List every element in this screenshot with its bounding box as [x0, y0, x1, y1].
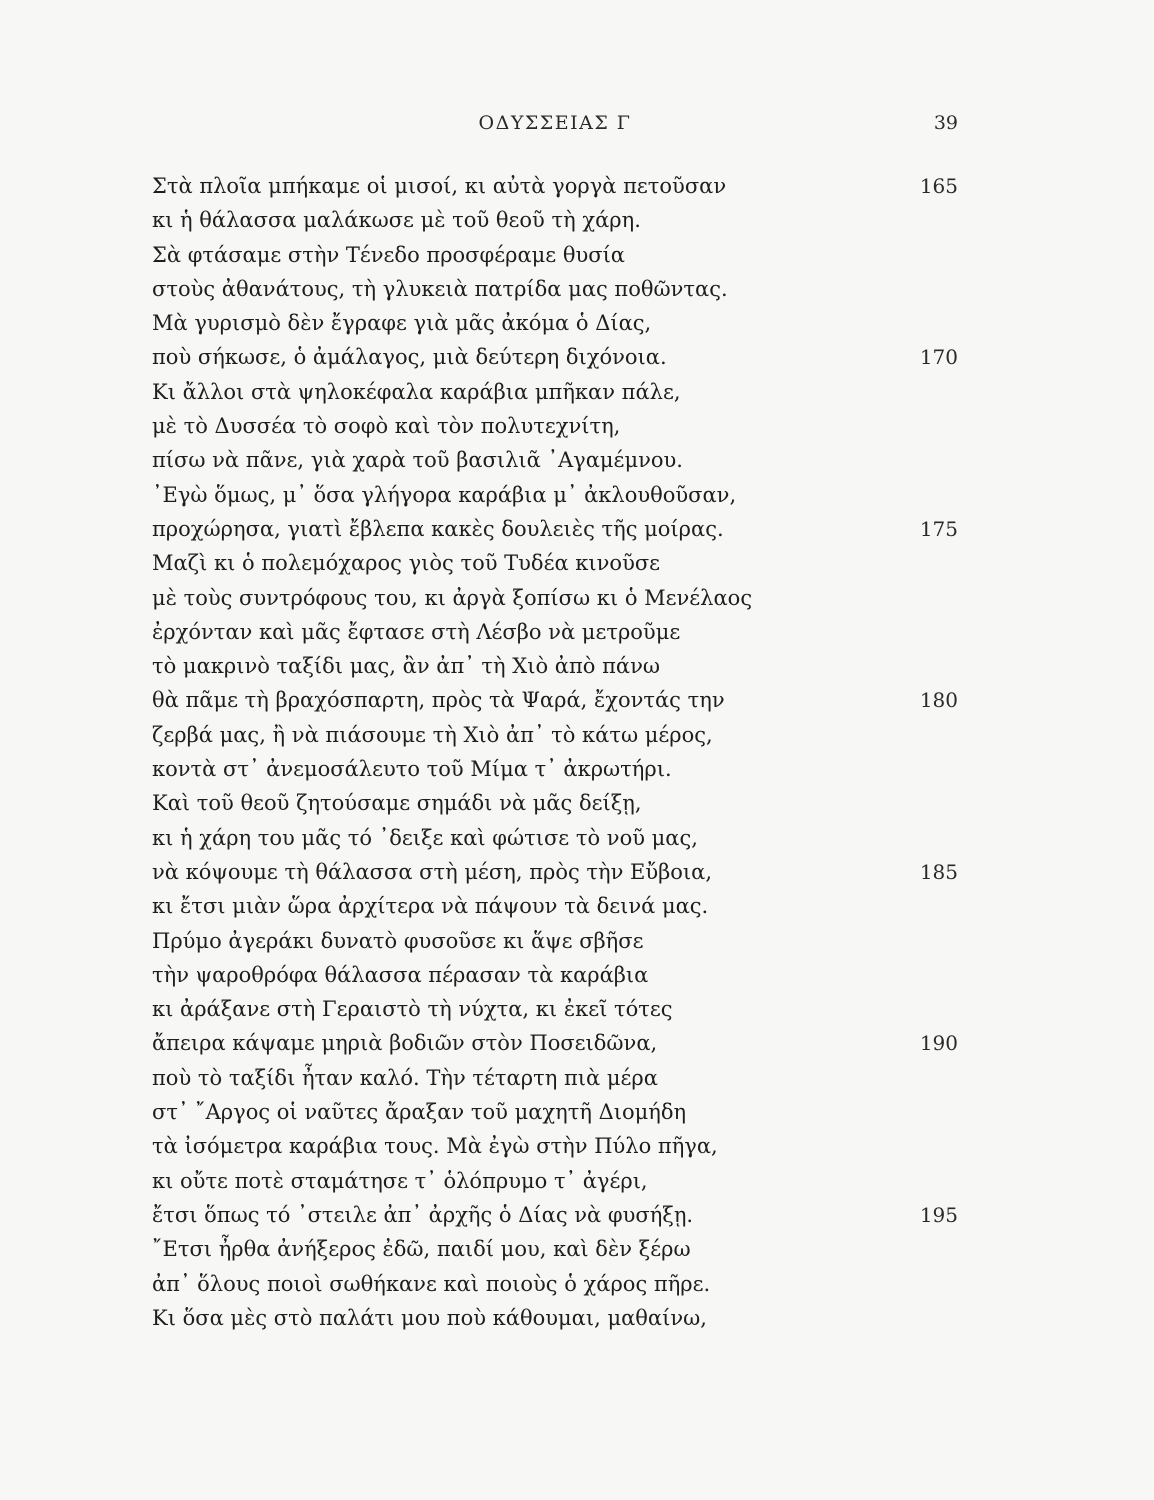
verse-line [152, 1232, 958, 1266]
verse-line [152, 306, 958, 340]
verse-line [152, 1095, 958, 1129]
verse-text: Κι ὅσα μὲς στὸ παλάτι μου ποὺ κάθουμαι, μαθαίνω, [152, 1305, 707, 1330]
verse-line [152, 1164, 958, 1198]
verse-text: τὸ μακρινὸ ταξίδι μας, ἂν ἀπ᾿ τὴ Χιὸ ἀπὸ πάνω [152, 654, 660, 679]
verse-text: ῎Ετσι ἦρθα ἀνήξερος ἐδῶ, παιδί μου, καὶ δὲν ξέρω [152, 1237, 691, 1262]
verse-text: στοὺς ἀθανάτους, τὴ γλυκειὰ πατρίδα μας ποθῶντας. [152, 276, 728, 301]
verse-text: κι ἡ χάρη του μᾶς τό ᾿δειξε καὶ φώτισε τὸ νοῦ μας, [152, 825, 698, 850]
verse-text: ᾿Εγὼ ὅμως, μ᾿ ὅσα γλήγορα καράβια μ᾿ ἀκλουθοῦσαν, [152, 482, 737, 507]
line-number: 180 [919, 688, 958, 713]
verse-list [152, 169, 958, 1335]
verse-line [152, 924, 958, 958]
verse-line [152, 1129, 958, 1163]
verse-line [152, 1301, 958, 1335]
verse-text: στ᾿ ῎Αργος οἱ ναῦτες ἄραξαν τοῦ μαχητῆ Διομήδη [152, 1100, 687, 1125]
verse-text: Κι ἄλλοι στὰ ψηλοκέφαλα καράβια μπῆκαν πάλε, [152, 379, 681, 404]
verse-text: Στὰ πλοῖα μπήκαμε οἱ μισοί, κι αὐτὰ γοργὰ πετοῦσαν [152, 174, 727, 198]
verse-text: ἐρχόνταν καὶ μᾶς ἔφτασε στὴ Λέσβο νὰ μετροῦμε [152, 619, 681, 644]
verse-text: κι ἔτσι μιὰν ὥρα ἀρχίτερα νὰ πάψουν τὰ δεινά μας. [152, 894, 709, 919]
verse-text: ἀπ᾿ ὅλους ποιοὶ σωθήκανε καὶ ποιοὺς ὁ χάρος πῆρε. [152, 1271, 711, 1296]
verse-line [152, 203, 958, 237]
verse-text: τὰ ἰσόμετρα καράβια τους. Μὰ ἐγὼ στὴν Πύλο πῆγα, [152, 1134, 718, 1159]
verse-line [152, 272, 958, 306]
verse-text: ποὺ σήκωσε, ὁ ἀμάλαγος, μιὰ δεύτερη διχόνοια. [152, 345, 667, 370]
line-number: 165 [919, 174, 958, 198]
verse-line [152, 855, 958, 889]
line-number: 195 [919, 1202, 958, 1227]
verse-line [152, 958, 958, 992]
verse-text: κι ἀράξανε στὴ Γεραιστὸ τὴ νύχτα, κι ἐκεῖ τότες [152, 997, 673, 1022]
verse-line [152, 649, 958, 683]
verse-text: Μὰ γυρισμὸ δὲν ἔγραφε γιὰ μᾶς ἀκόμα ὁ Δίας, [152, 311, 652, 336]
verse-line [152, 478, 958, 512]
running-header [152, 112, 958, 142]
verse-line [152, 238, 958, 272]
verse-line [152, 615, 958, 649]
verse-text: πίσω νὰ πᾶνε, γιὰ χαρὰ τοῦ βασιλιᾶ ᾿Αγαμέμνου. [152, 448, 683, 473]
line-number: 175 [919, 516, 958, 541]
verse-line [152, 581, 958, 615]
verse-line [152, 340, 958, 374]
verse-text: Σὰ φτάσαμε στὴν Τένεδο προσφέραμε θυσία [152, 242, 625, 267]
verse-text: ζερβά μας, ἢ νὰ πιάσουμε τὴ Χιὸ ἀπ᾿ τὸ κάτω μέρος, [152, 722, 713, 747]
verse-line [152, 821, 958, 855]
verse-line [152, 1267, 958, 1301]
page-number: 39 [933, 112, 958, 134]
verse-line [152, 409, 958, 443]
verse-text: ἔτσι ὅπως τό ᾿στειλε ἀπ᾿ ἀρχῆς ὁ Δίας νὰ φυσήξῃ. [152, 1202, 694, 1227]
verse-text: τὴν ψαροθρόφα θάλασσα πέρασαν τὰ καράβια [152, 962, 649, 987]
verse-text: ποὺ τὸ ταξίδι ἦταν καλό. Τὴν τέταρτη πιὰ μέρα [152, 1065, 658, 1090]
verse-line [152, 169, 958, 203]
verse-line [152, 375, 958, 409]
page-title: ΟΔΥΣΣΕΙΑΣ Γ [478, 112, 632, 134]
verse-line [152, 1198, 958, 1232]
verse-line [152, 992, 958, 1026]
verse-text: νὰ κόψουμε τὴ θάλασσα στὴ μέση, πρὸς τὴν Εὔβοια, [152, 859, 713, 884]
verse-text: κι οὔτε ποτὲ σταμάτησε τ᾿ ὁλόπρυμο τ᾿ ἀγέρι, [152, 1168, 648, 1193]
line-number: 170 [919, 345, 958, 370]
verse-text: κοντὰ στ᾿ ἀνεμοσάλευτο τοῦ Μίμα τ᾿ ἀκρωτήρι. [152, 757, 672, 782]
verse-text: Πρύμο ἀγεράκι δυνατὸ φυσοῦσε κι ἅψε σβῆσε [152, 928, 644, 953]
verse-line [152, 718, 958, 752]
line-number: 190 [919, 1031, 958, 1056]
verse-text: κι ἡ θάλασσα μαλάκωσε μὲ τοῦ θεοῦ τὴ χάρη. [152, 208, 641, 233]
verse-line [152, 443, 958, 477]
verse-line [152, 683, 958, 717]
verse-line [152, 1026, 958, 1060]
line-number: 185 [919, 859, 958, 884]
verse-line [152, 512, 958, 546]
verse-line [152, 1061, 958, 1095]
verse-line [152, 546, 958, 580]
verse-line [152, 752, 958, 786]
verse-line [152, 889, 958, 923]
verse-text: προχώρησα, γιατὶ ἔβλεπα κακὲς δουλειὲς τῆς μοίρας. [152, 516, 724, 541]
verse-text: ἄπειρα κάψαμε μηριὰ βοδιῶν στὸν Ποσειδῶνα, [152, 1031, 658, 1056]
verse-text: Καὶ τοῦ θεοῦ ζητούσαμε σημάδι νὰ μᾶς δείξῃ, [152, 791, 642, 816]
verse-text: μὲ τὸ Δυσσέα τὸ σοφὸ καὶ τὸν πολυτεχνίτη, [152, 414, 621, 439]
verse-text: θὰ πᾶμε τὴ βραχόσπαρτη, πρὸς τὰ Ψαρά, ἔχοντάς την [152, 688, 725, 713]
verse-text: μὲ τοὺς συντρόφους του, κι ἀργὰ ξοπίσω κι ὁ Μενέλαος [152, 585, 753, 610]
verse-line [152, 786, 958, 820]
verse-text: Μαζὶ κι ὁ πολεμόχαρος γιὸς τοῦ Τυδέα κινοῦσε [152, 551, 661, 576]
